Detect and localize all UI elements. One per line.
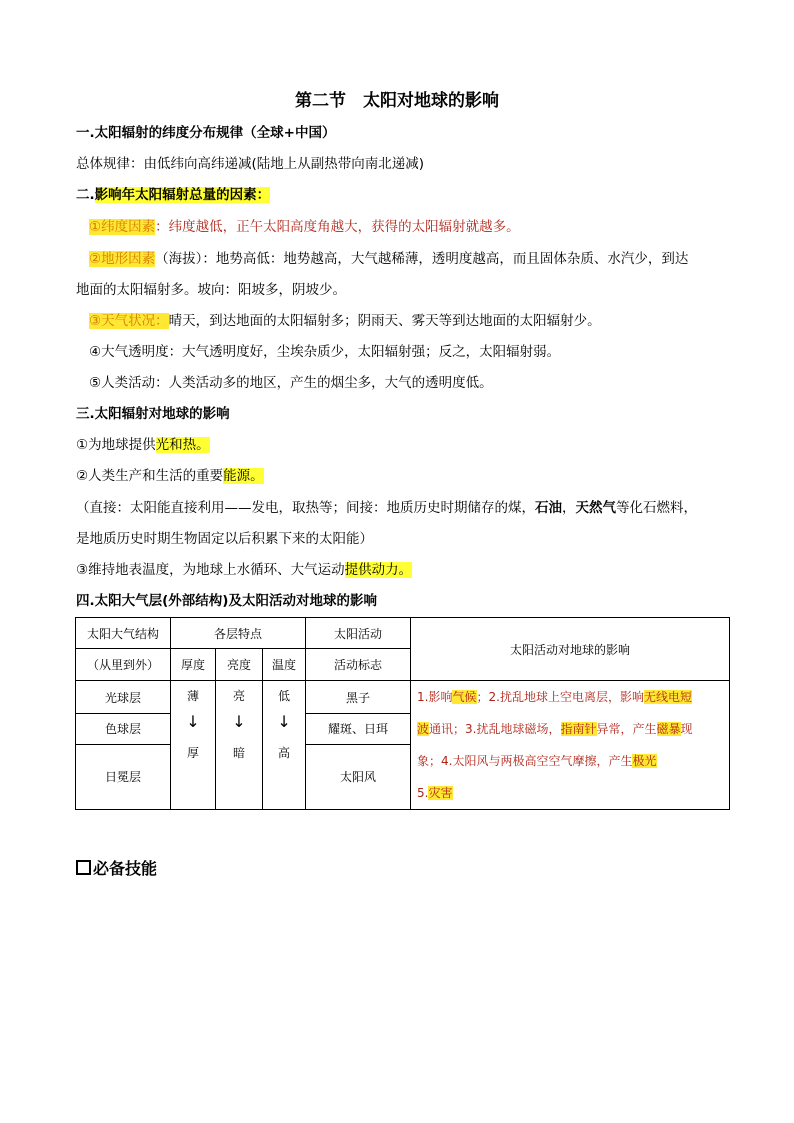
checkbox-square-icon [76,860,91,875]
layer-chromosphere: 色球层 [76,714,171,745]
header-features: 各层特点 [171,618,306,649]
energy-note-oil: 石油 [535,500,562,516]
temperature-bottom: 高 [278,746,291,760]
skills-title: 必备技能 [93,859,158,878]
factor-weather-label: ③天气状况： [89,313,169,329]
impact-energy-hl: 能源。 [223,468,264,484]
impact-text: 1.影响 [417,690,453,704]
factor-transparency: ④大气透明度：大气透明度好，尘埃杂质少，太阳辐射强；反之，太阳辐射弱。 [89,344,561,360]
impact-cell [411,681,730,810]
impact-text: 象；4.太阳风与两极高空空气摩擦，产生 [417,754,633,768]
factor-terrain [89,250,688,268]
header-impact: 太阳活动对地球的影响 [411,618,730,681]
impact-light-heat [76,436,210,454]
impact-keyword: 无线电短 [643,690,692,704]
impact-keyword: 气候 [452,690,477,704]
page-title: 第二节 太阳对地球的影响 [295,91,499,111]
brightness-top: 亮 [232,689,245,703]
marker-sunspot: 黑子 [306,681,411,714]
impact-light-heat-hl: 光和热。 [155,437,210,453]
header-structure: 太阳大气结构 [76,618,171,649]
arrow-down-icon: ↓ [277,712,291,731]
impact-text: 通讯；3.扰乱地球磁场， [429,722,561,736]
energy-note-2: 是地质历史时期生物固定以后积累下来的太阳能） [76,531,373,547]
thickness-top: 薄 [186,689,199,703]
impact-temperature [76,561,412,579]
section3-heading: 三.太阳辐射对地球的影响 [76,406,230,422]
energy-note-gas: 天然气 [575,500,616,516]
impact-keyword: 指南针 [560,722,597,736]
impact-light-heat-pre: ①为地球提供 [76,437,156,453]
header-structure-order: （从里到外） [76,649,171,681]
section2-heading [76,186,270,204]
factor-terrain-text: （海拔）：地势高低：地势越高，大气越稀薄，透明度越高，而且固体杂质、水汽少，到达 [155,251,689,267]
factor-weather-text: 晴天，到达地面的太阳辐射多；阴雨天、雾天等到达地面的太阳辐射少。 [168,313,601,329]
temperature-cell [263,681,306,810]
impact-text: 5. [417,786,429,800]
header-marker: 活动标志 [306,649,411,681]
section2-title: 影响年太阳辐射总量的因素： [94,187,271,203]
impact-text: 异常，产生 [596,722,657,736]
header-activity: 太阳活动 [306,618,411,649]
thickness-bottom: 厚 [186,746,199,760]
impact-energy-pre: ②人类生产和生活的重要 [76,468,224,484]
factor-terrain-text2: 地面的太阳辐射多。坡向：阳坡多，阴坡少。 [76,282,346,298]
impact-temperature-hl: 提供动力。 [344,562,413,578]
impact-keyword: 波 [417,722,430,736]
impact-energy [76,467,264,485]
energy-note [76,499,697,517]
factor-terrain-label: ②地形因素 [89,251,156,267]
skills-heading [76,858,157,880]
marker-solar-wind: 太阳风 [306,744,411,809]
header-brightness: 亮度 [216,649,263,681]
section1-text: 总体规律：由低纬向高纬递减(陆地上从副热带向南北递减) [76,156,425,172]
impact-text: ；2.扰乱地球上空电离层，影响 [476,690,644,704]
impact-text: 现 [680,722,693,736]
impact-keyword: 磁暴 [656,722,681,736]
energy-note-e: 等化石燃料， [616,500,697,516]
impact-keyword: 极光 [632,754,657,768]
energy-note-a: （直接：太阳能直接利用——发电，取热等；间接：地质历史时期储存的煤， [76,500,535,516]
temperature-top: 低 [278,689,291,703]
brightness-cell [216,681,263,810]
layer-photosphere: 光球层 [76,681,171,714]
factor-latitude [89,218,520,236]
brightness-bottom: 暗 [232,746,245,760]
section1-heading: 一.太阳辐射的纬度分布规律（全球+中国） [76,125,336,141]
header-temperature: 温度 [263,649,306,681]
factor-human: ⑤人类活动：人类活动多的地区，产生的烟尘多，大气的透明度低。 [89,375,493,391]
factor-weather [89,312,601,330]
section2-number: 二. [76,187,95,203]
marker-flare-prominence: 耀斑、日珥 [306,714,411,745]
layer-corona: 日冕层 [76,744,171,809]
section4-heading: 四.太阳大气层(外部结构)及太阳活动对地球的影响 [76,593,377,609]
energy-note-c: ， [562,500,576,516]
factor-latitude-label: ①纬度因素 [89,219,156,235]
impact-keyword: 灾害 [428,786,453,800]
impact-temperature-pre: ③维持地表温度，为地球上水循环、大气运动 [76,562,345,578]
arrow-down-icon: ↓ [232,712,246,731]
factor-latitude-text: ：纬度越低，正午太阳高度角越大，获得的太阳辐射就越多。 [155,219,520,235]
sun-structure-table [75,617,730,810]
header-thickness: 厚度 [171,649,216,681]
thickness-cell [171,681,216,810]
arrow-down-icon: ↓ [186,712,200,731]
